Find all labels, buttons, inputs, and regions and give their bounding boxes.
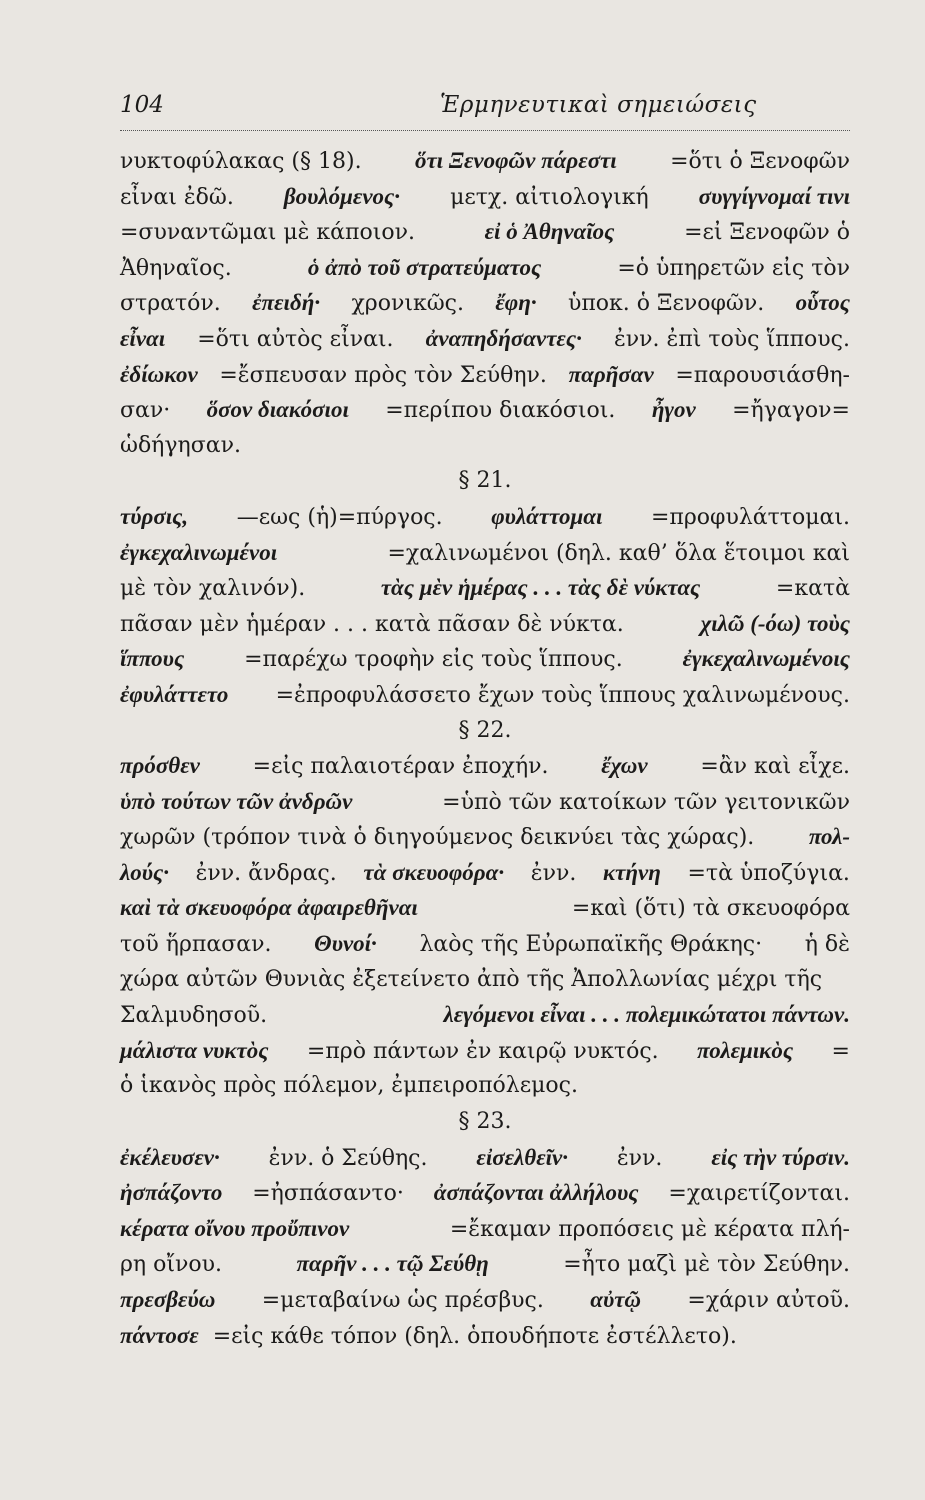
lemma: πρεσβεύω (120, 1287, 216, 1312)
gloss: =ἠσπάσαντο· (252, 1181, 404, 1207)
gloss: ρη οἴνου. (120, 1252, 222, 1278)
gloss: =χαλινωμένοι (δηλ. καθ’ ὅλα ἕτοιμοι καὶ (387, 540, 850, 566)
lemma: ἔφη· (495, 290, 537, 316)
gloss: τοῦ ἥρπασαν. (120, 932, 272, 958)
lemma: εἰσελθεῖν· (476, 1144, 568, 1170)
text-line (120, 824, 850, 860)
lemma: κτήνη (602, 859, 661, 885)
lemma: ἵππους (120, 646, 185, 672)
lemma: οὗτος (795, 290, 850, 316)
lemma: πολεμικὸς (697, 1037, 794, 1063)
text-line (120, 753, 850, 789)
lemma: λούς· (120, 859, 169, 885)
text-line (120, 1180, 850, 1216)
gloss: στρατόν. (120, 291, 221, 317)
running-title: Ἑρμηνευτικαὶ σημειώσεις (440, 92, 757, 118)
gloss: ὡδήγησαν. (120, 432, 241, 458)
gloss: =τὰ ὑποζύγια. (687, 860, 850, 886)
gloss: =εἰς παλαιοτέραν ἐποχήν. (252, 754, 549, 780)
lemma: Θυνοί· (314, 931, 377, 957)
gloss: ἐνν. (616, 1145, 663, 1171)
gloss: =ἂν καὶ εἶχε. (700, 754, 850, 780)
gloss: =εἰ Ξενοφῶν ὁ (684, 220, 850, 246)
gloss: —εως (ἡ)=πύργος. (236, 504, 443, 530)
text-line (120, 575, 850, 611)
gloss: χώρα αὐτῶν Θυνιὰς ἐξετείνετο ἀπὸ τῆς Ἀπολλωνίας μέχρι τῆς (120, 966, 823, 992)
text-line (120, 1109, 850, 1145)
gloss: =χάριν αὐτοῦ. (687, 1288, 850, 1313)
text-line (120, 504, 850, 540)
text-line (120, 646, 850, 682)
text-line (120, 184, 850, 220)
gloss: =ἦτο μαζὶ μὲ τὸν Σεύθην. (563, 1252, 850, 1278)
text-line (120, 789, 850, 825)
lemma: μάλιστα νυκτὸς (120, 1037, 269, 1063)
gloss: ἐνν. ἐπὶ τοὺς ἵππους. (613, 326, 850, 352)
text-line (120, 931, 850, 967)
gloss: =ὅτι ὁ Ξενοφῶν (670, 149, 850, 174)
gloss: Ἀθηναῖος. (120, 255, 232, 281)
lemma: ἦγον (651, 397, 696, 423)
lemma: εἶναι (120, 325, 166, 351)
gloss: ἡ δὲ (804, 932, 850, 958)
gloss: =παρουσιάσθη- (675, 362, 850, 388)
lemma: ὁ ἀπὸ τοῦ στρατεύματος (307, 254, 542, 280)
text-line (120, 326, 850, 362)
gloss: =ἤγαγον= (732, 398, 850, 424)
gloss: ἐνν. (530, 860, 577, 886)
lemma: παρῆσαν (568, 361, 654, 387)
gloss: χωρῶν (τρόπον τινὰ ὁ διηγούμενος δεικνύει τὰς χώρας). (120, 825, 755, 851)
gloss: =παρέχω τροφὴν εἰς τοὺς ἵππους. (244, 647, 623, 673)
gloss: =προφυλάττομαι. (650, 504, 850, 530)
text-line (120, 219, 850, 255)
gloss: μετχ. αἰτιολογική (450, 184, 649, 210)
lemma: ἐφυλάττετο (120, 681, 229, 707)
lemma: εἰς τὴν τύρσιν. (711, 1144, 850, 1170)
text-line (120, 1216, 850, 1252)
gloss: =ἔκαμαν προπόσεις μὲ κέρατα πλή- (449, 1216, 850, 1242)
gloss: ὁ ἱκανὸς πρὸς πόλεμον, ἐμπειροπόλεμος. (120, 1073, 578, 1099)
lemma: ἐπειδή· (252, 290, 321, 316)
text-line (120, 433, 850, 469)
lemma: πρόσθεν (120, 753, 200, 779)
gloss: νυκτοφύλακας (§ 18). (120, 149, 362, 174)
text-line (120, 1145, 850, 1181)
gloss: χρονικῶς. (351, 291, 464, 317)
text-line (120, 860, 850, 896)
lemma: ὅσον διακόσιοι (206, 397, 349, 423)
lemma: λεγόμενοι εἶναι . . . πολεμικώτατοι πάντων. (443, 1002, 850, 1028)
gloss: σαν· (120, 398, 171, 424)
text-line (120, 967, 850, 1003)
gloss: ἐνν. ἄνδρας. (195, 860, 337, 886)
gloss: =περίπου διακόσιοι. (385, 398, 616, 424)
gloss: Σαλμυδησοῦ. (120, 1003, 268, 1029)
lemma: ἐγκεχαλινωμένοις (682, 646, 850, 672)
lemma: κέρατα οἴνου προὔπινον (120, 1215, 350, 1241)
gloss: =ὑπὸ τῶν κατοίκων τῶν γειτονικῶν (442, 789, 850, 815)
gloss: λαὸς τῆς Εὐρωπαϊκῆς Θράκης· (419, 932, 763, 958)
gloss: =συναντῶμαι μὲ κάποιον. (120, 220, 415, 246)
text-line (120, 1287, 850, 1323)
gloss: =ὅτι αὐτὸς εἶναι. (197, 326, 394, 352)
section-heading: § 21. (458, 468, 512, 494)
lemma: ἐδίωκον (120, 361, 198, 387)
lemma: πάντοσε (120, 1322, 199, 1348)
lemma: τύρσις, (120, 503, 189, 529)
lemma: ἔχων (601, 753, 648, 779)
text-line (120, 1038, 850, 1074)
text-line (120, 148, 850, 184)
gloss: =μεταβαίνω ὡς πρέσβυς. (261, 1288, 544, 1313)
gloss: εἶναι ἐδῶ. (120, 184, 234, 210)
gloss: ὑποκ. ὁ Ξενοφῶν. (567, 291, 765, 317)
lemma: ἀσπάζονται ἀλλήλους (433, 1180, 639, 1206)
gloss: = (831, 1038, 850, 1064)
text-line (120, 397, 850, 433)
gloss: =κατὰ (775, 576, 850, 602)
text-line (120, 540, 850, 576)
lemma: ὑπὸ τούτων τῶν ἀνδρῶν (120, 788, 353, 814)
gloss: =καὶ (ὅτι) τὰ σκευοφόρα (571, 896, 850, 922)
text-line (120, 718, 850, 754)
text-line (120, 290, 850, 326)
lemma: βουλόμενος· (283, 183, 401, 209)
gloss: =ὁ ὑπηρετῶν εἰς τὸν (617, 255, 850, 281)
section-heading: § 22. (458, 717, 512, 743)
lemma: συγγίγνομαί τινι (698, 183, 850, 209)
lemma: τὰς μὲν ἡμέρας . . . τὰς δὲ νύκτας (380, 575, 701, 601)
lemma: ἀναπηδήσαντες· (425, 325, 582, 351)
lemma: φυλάττομαι (491, 503, 603, 529)
lemma: εἰ ὁ Ἀθηναῖος (484, 219, 615, 245)
gloss: =εἰς κάθε τόπον (δηλ. ὁπουδήποτε ἐστέλλετο). (212, 1323, 737, 1349)
commentary-text (120, 148, 850, 1358)
gloss: =ἔσπευσαν πρὸς τὸν Σεύθην. (219, 362, 547, 388)
lemma: ὅτι Ξενοφῶν πάρεστι (414, 148, 617, 173)
text-line (120, 682, 850, 718)
gloss: μὲ τὸν χαλινόν). (120, 576, 306, 602)
gloss: =χαιρετίζονται. (668, 1181, 850, 1207)
text-line (120, 1002, 850, 1038)
lemma: καὶ τὰ σκευοφόρα ἀφαιρεθῆναι (120, 895, 418, 921)
page-number: 104 (120, 92, 164, 118)
gloss: ἐνν. ὁ Σεύθης. (268, 1145, 428, 1171)
text-line (120, 468, 850, 504)
text-line (120, 611, 850, 647)
gloss: =ἐπροφυλάσσετο ἔχων τοὺς ἵππους χαλινωμένους. (275, 682, 850, 708)
lemma: παρῆν . . . τῷ Σεύθῃ (296, 1251, 489, 1277)
running-head (120, 92, 850, 126)
text-line (120, 1073, 850, 1109)
gloss: =πρὸ πάντων ἐν καιρῷ νυκτός. (306, 1038, 659, 1064)
gloss: πᾶσαν μὲν ἡμέραν . . . κατὰ πᾶσαν δὲ νύκτα. (120, 611, 624, 637)
lemma: χιλῶ (-όω) τοὺς (700, 610, 850, 636)
lemma: ἐκέλευσεν· (120, 1144, 220, 1170)
lemma: τὰ σκευοφόρα· (363, 859, 505, 885)
lemma: ἐγκεχαλινωμένοι (120, 539, 278, 565)
section-heading: § 23. (458, 1109, 512, 1135)
text-line (120, 1251, 850, 1287)
lemma: αὐτῷ (590, 1287, 642, 1312)
text-line (120, 255, 850, 291)
text-line (120, 362, 850, 398)
lemma: πολ- (808, 824, 850, 850)
header-rule (120, 130, 850, 131)
lemma: ἠσπάζοντο (120, 1180, 223, 1206)
text-line (120, 1323, 850, 1359)
text-line (120, 895, 850, 931)
